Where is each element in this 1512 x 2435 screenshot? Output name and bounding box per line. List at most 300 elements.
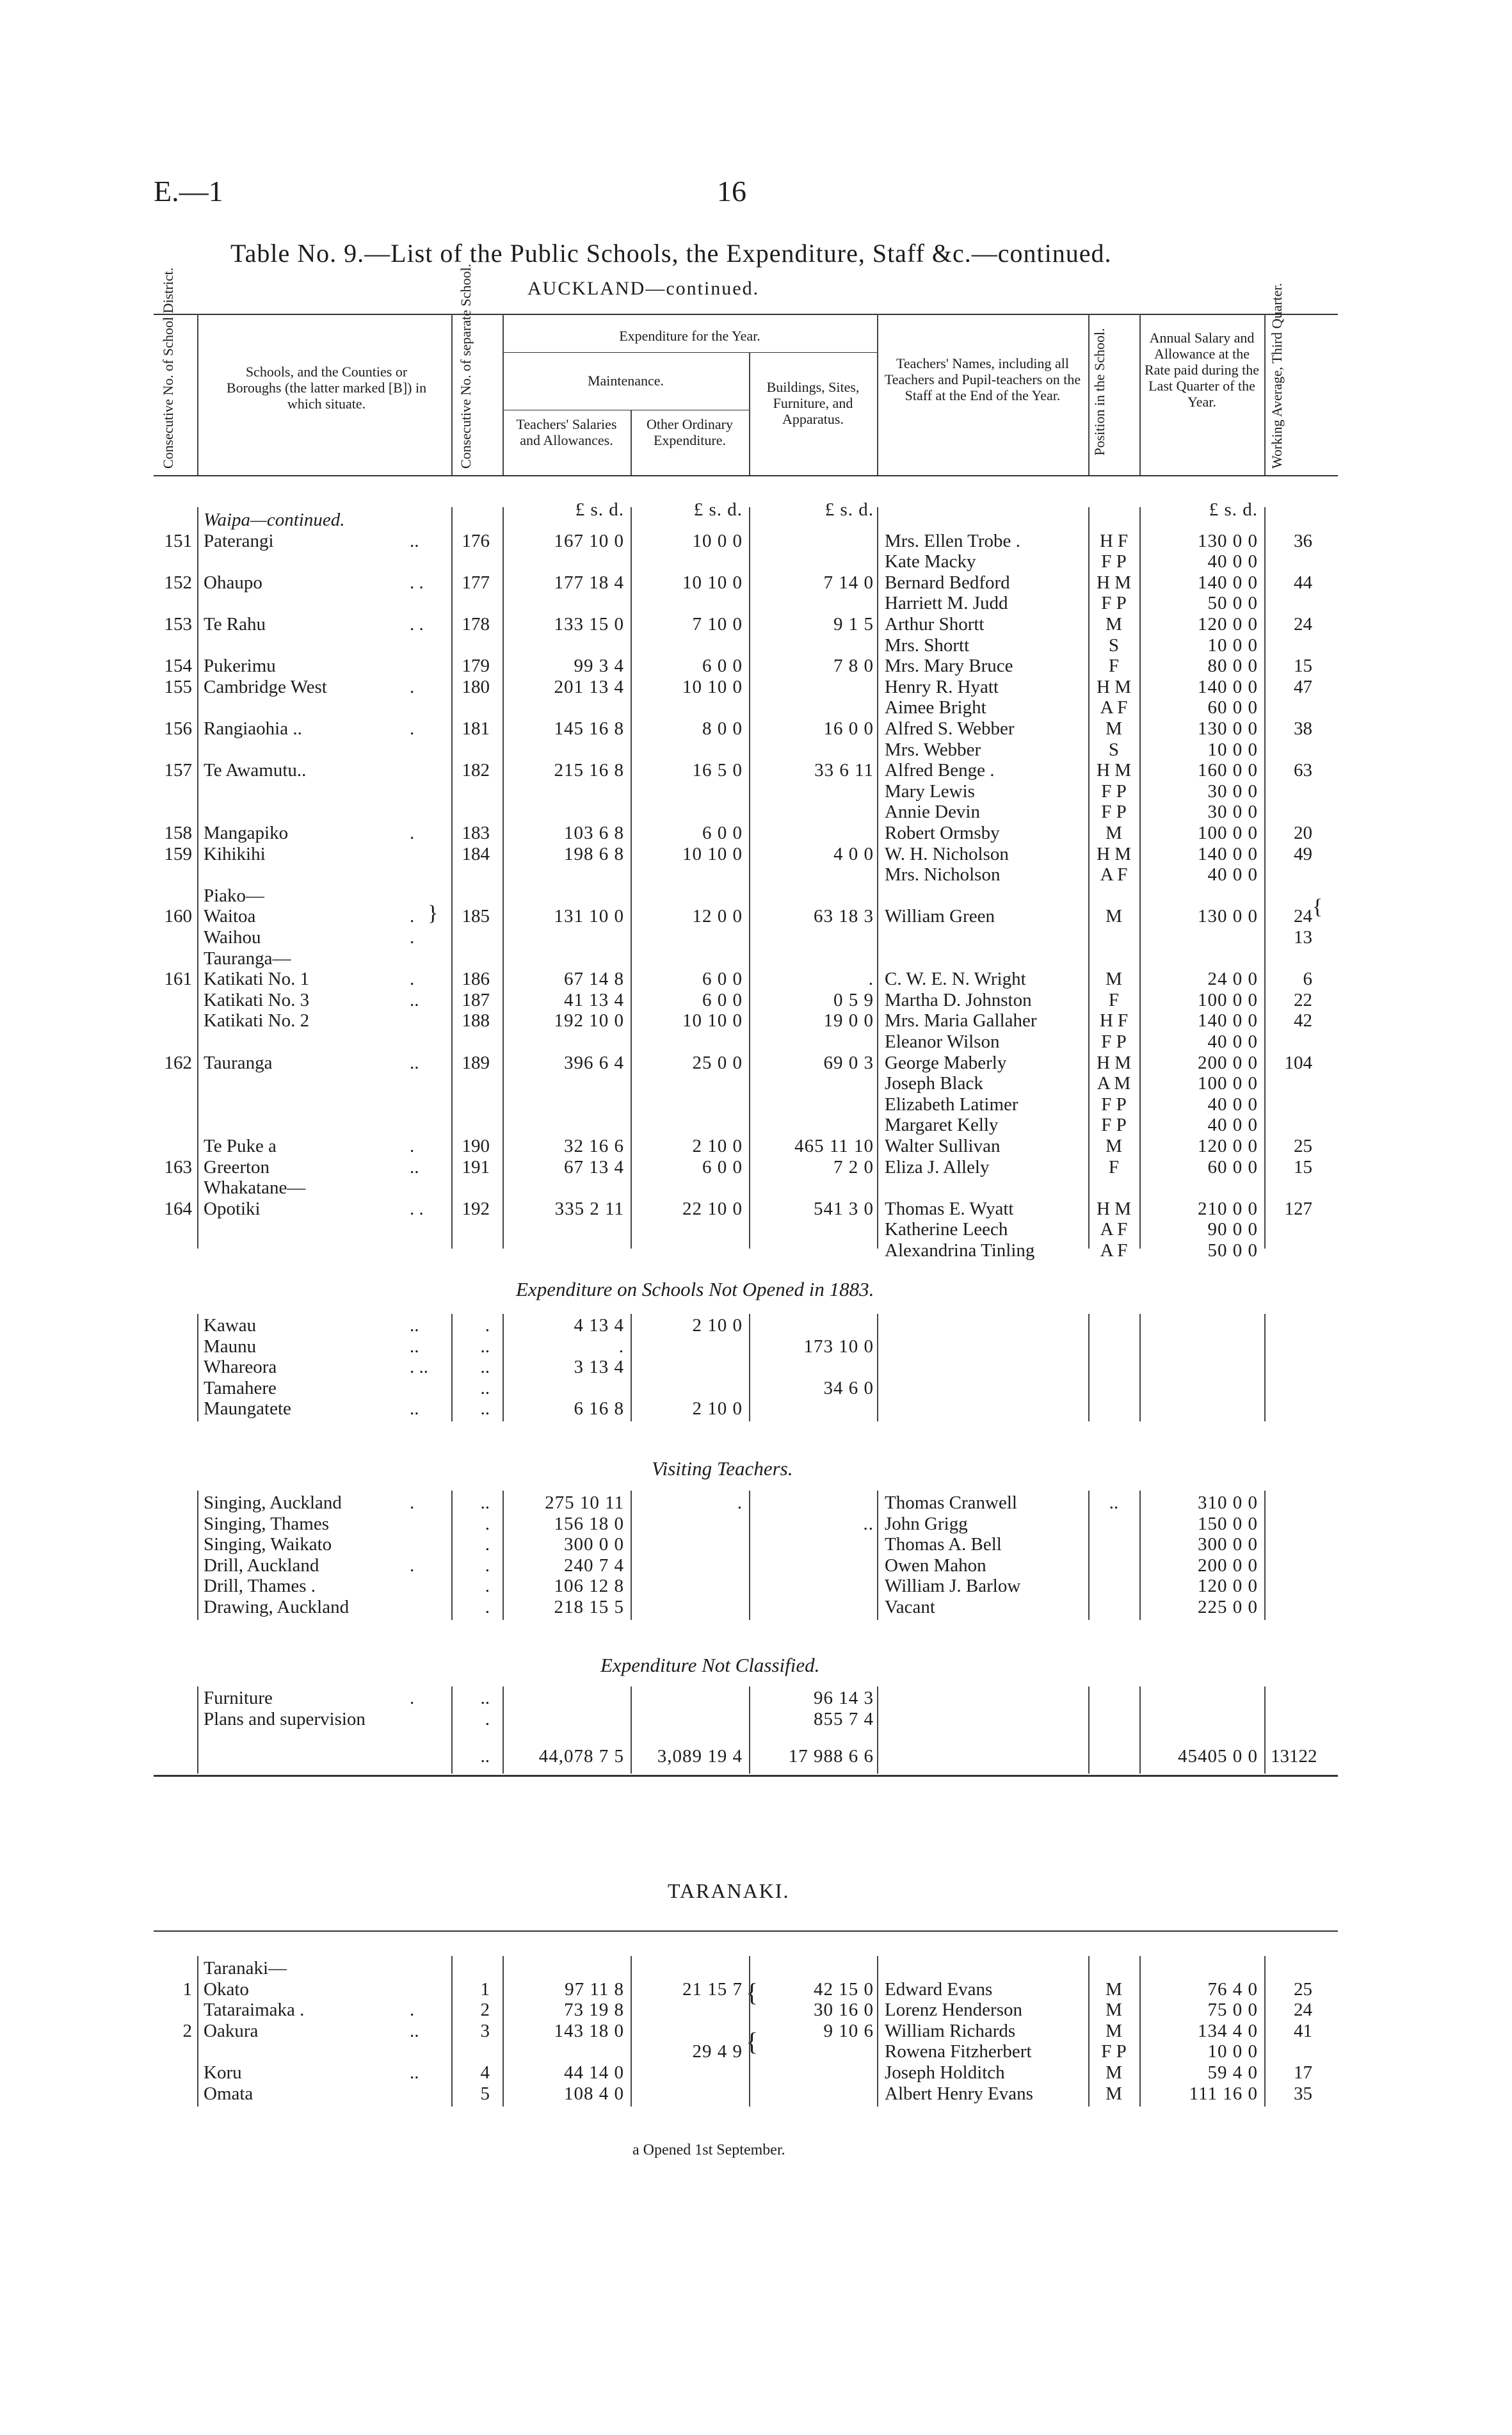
school-name: Koru (204, 2062, 242, 2083)
table-row (0, 1177, 1512, 1198)
totals-annual: 45405 0 0 (1178, 1746, 1258, 1767)
table-row (0, 2083, 1512, 2104)
teacher-name: Eleanor Wilson (885, 1031, 1000, 1052)
table-row (0, 1514, 1512, 1534)
annual-salary: 50 0 0 (1207, 593, 1258, 614)
district-no: 159 (164, 843, 192, 864)
salaries-amount: 67 14 8 (564, 969, 624, 990)
teacher-name: Walter Sullivan (885, 1136, 1001, 1156)
header-separate-no: Consecutive No. of separate School. (458, 263, 474, 469)
buildings-amount: 541 3 0 (814, 1198, 874, 1219)
position-code: F P (1101, 593, 1127, 614)
teacher-name: Martha D. Johnston (885, 989, 1032, 1010)
table-row (0, 1378, 1512, 1398)
buildings-amount: 9 10 6 (823, 2020, 874, 2041)
working-average: 44 (1294, 572, 1312, 593)
column-rule (1139, 1314, 1141, 1421)
position-code: F (1108, 1156, 1120, 1177)
separate-school-no: 188 (462, 1010, 490, 1031)
leader-dots: .. (410, 1052, 419, 1073)
position-code: F (1108, 656, 1120, 677)
table-row (0, 886, 1512, 906)
other-expenditure-amount: 21 15 7 (682, 1978, 743, 2000)
district-no: 160 (164, 906, 192, 927)
separate-school-no: 190 (462, 1136, 490, 1156)
separate-school-no: . (485, 1555, 490, 1576)
salaries-amount: 275 10 11 (545, 1493, 624, 1513)
annual-salary: 30 0 0 (1207, 802, 1258, 823)
table-row (0, 1094, 1512, 1115)
table-row (0, 614, 1512, 635)
working-average: 38 (1294, 718, 1312, 739)
district-no: 164 (164, 1198, 192, 1219)
teacher-name: W. H. Nicholson (885, 843, 1009, 864)
table-row (0, 593, 1512, 613)
other-expenditure-amount: 2 10 0 (692, 1136, 743, 1156)
annual-salary: 140 0 0 (1198, 676, 1258, 697)
district-no: 154 (164, 656, 192, 677)
expenditure-subrule (503, 352, 877, 353)
footnote: a Opened 1st September. (632, 2142, 785, 2158)
salaries-amount: 67 13 4 (564, 1156, 624, 1177)
annual-salary: 10 0 0 (1207, 739, 1258, 760)
table-row (0, 677, 1512, 697)
column-rule (1088, 1314, 1090, 1421)
leader-dots: .. (410, 2020, 419, 2041)
table-row (0, 1688, 1512, 1708)
district-no: 1 (182, 1978, 192, 2000)
annual-salary: 300 0 0 (1198, 1534, 1258, 1555)
salaries-amount: 201 13 4 (554, 676, 624, 697)
header-top-rule (154, 314, 1338, 315)
salaries-amount: 6 16 8 (574, 1398, 624, 1420)
teacher-name: Alexandrina Tinling (885, 1240, 1035, 1261)
separate-school-no: 185 (462, 906, 490, 927)
table-row (0, 740, 1512, 760)
table-row (0, 531, 1512, 551)
district-no: 162 (164, 1052, 192, 1073)
teacher-name: Harriett M. Judd (885, 593, 1008, 614)
teacher-name: Edward Evans (885, 1978, 993, 2000)
other-expenditure-amount: 7 10 0 (692, 614, 743, 635)
header-other-expenditure: Other Ordinary Expenditure. (646, 416, 733, 448)
teacher-name: William Green (885, 906, 995, 927)
other-expenditure-amount: 16 5 0 (692, 760, 743, 781)
teacher-name: Joseph Black (885, 1073, 983, 1094)
school-name: Ohaupo (204, 572, 262, 593)
other-expenditure-amount: 12 0 0 (692, 906, 743, 927)
salaries-amount: 99 3 4 (574, 656, 624, 677)
annual-salary: 40 0 0 (1207, 1031, 1258, 1052)
teacher-name: Alfred Benge . (885, 760, 995, 781)
buildings-amount: 9 1 5 (833, 614, 874, 635)
separate-school-no: .. (480, 1377, 490, 1398)
salaries-amount: 133 15 0 (554, 614, 624, 635)
column-rule (451, 1314, 453, 1421)
separate-school-no: .. (480, 1357, 490, 1378)
leader-dots: . (410, 969, 415, 990)
teacher-name: Mrs. Mary Bruce (885, 656, 1013, 677)
district-no: 157 (164, 760, 192, 781)
header-buildings: Buildings, Sites, Furniture, and Apparatus. (766, 379, 860, 427)
position-code: A F (1100, 1219, 1128, 1240)
section-heading-not-classified: Expenditure Not Classified. (600, 1654, 820, 1676)
position-code: F P (1101, 2041, 1127, 2062)
column-rule (503, 1687, 504, 1774)
column-rule (749, 1491, 750, 1620)
working-average: 49 (1294, 843, 1312, 864)
working-average: 127 (1284, 1198, 1312, 1219)
leader-dots: . (410, 676, 415, 697)
school-name: Tataraimaka . (204, 2000, 305, 2021)
teacher-name: Albert Henry Evans (885, 2083, 1033, 2104)
salaries-amount: 41 13 4 (564, 989, 624, 1010)
working-average: 25 (1294, 1136, 1312, 1156)
district-no: 163 (164, 1156, 192, 1177)
working-average: 13 (1294, 927, 1312, 948)
buildings-amount: 16 0 0 (823, 718, 874, 739)
school-name: Whareora (204, 1357, 277, 1378)
leader-dots: .. (410, 1315, 419, 1336)
school-name: Paterangi (204, 530, 274, 551)
header-schools: Schools, and the Counties or Boroughs (the latter marked [B]) in which situate. (226, 364, 427, 412)
position-code: A F (1100, 697, 1128, 718)
header-divider (1088, 314, 1090, 475)
teacher-name: William J. Barlow (885, 1576, 1021, 1597)
table-row (0, 656, 1512, 676)
header-divider (197, 314, 198, 475)
leader-dots: . (410, 927, 415, 948)
table-row (0, 1597, 1512, 1617)
column-rule (1139, 1491, 1141, 1620)
position-code: H M (1097, 1052, 1131, 1073)
salaries-amount: 198 6 8 (564, 843, 624, 864)
salaries-amount: 106 12 8 (554, 1576, 624, 1597)
document-reference: E.—1 (154, 175, 223, 207)
school-name: Waitoa (204, 906, 256, 927)
other-expenditure-amount: 6 0 0 (702, 989, 743, 1010)
teacher-name: Eliza J. Allely (885, 1156, 990, 1177)
school-name: Tamahere (204, 1377, 277, 1398)
buildings-amount: 4 0 0 (833, 843, 874, 864)
column-rule (1264, 1687, 1266, 1774)
buildings-amount: 30 16 0 (814, 2000, 874, 2021)
school-name: Okato (204, 1978, 249, 2000)
school-name: Maungatete (204, 1398, 291, 1420)
position-code: A F (1100, 1240, 1128, 1261)
annual-salary: 60 0 0 (1207, 697, 1258, 718)
salaries-amount: 32 16 6 (564, 1136, 624, 1156)
leader-dots: . . (410, 614, 424, 635)
teacher-name: Mrs. Nicholson (885, 864, 1001, 886)
table-row (0, 1576, 1512, 1596)
separate-school-no: 177 (462, 572, 490, 593)
table-row (0, 927, 1512, 948)
working-average: 104 (1284, 1052, 1312, 1073)
annual-salary: 40 0 0 (1207, 1115, 1258, 1136)
school-name: Waipa—continued. (204, 510, 345, 530)
table-row (0, 802, 1512, 822)
school-name: Te Awamutu.. (204, 760, 307, 781)
school-name: Katikati No. 1 (204, 969, 310, 990)
position-code: H F (1099, 530, 1129, 551)
position-code: .. (1109, 1493, 1119, 1513)
working-average: 15 (1294, 1156, 1312, 1177)
school-name: Katikati No. 3 (204, 989, 310, 1010)
working-average: 47 (1294, 676, 1312, 697)
table-row (0, 635, 1512, 656)
header-divider (1264, 314, 1266, 475)
section-heading-visiting: Visiting Teachers. (652, 1457, 793, 1480)
table-row (0, 1357, 1512, 1377)
column-rule (1264, 1491, 1266, 1620)
table-row (0, 906, 1512, 926)
separate-school-no: .. (480, 1398, 490, 1420)
teacher-name: Mrs. Maria Gallaher (885, 1010, 1037, 1031)
teacher-name: Lorenz Henderson (885, 2000, 1022, 2021)
column-rule (749, 1687, 750, 1774)
position-code: M (1106, 1978, 1122, 2000)
annual-salary: 120 0 0 (1198, 614, 1258, 635)
school-name: Te Rahu (204, 614, 266, 635)
working-average: 42 (1294, 1010, 1312, 1031)
school-name: Drill, Thames . (204, 1576, 316, 1597)
column-rule (503, 1314, 504, 1421)
separate-school-no: 189 (462, 1052, 490, 1073)
header-salaries: Teachers' Salaries and Allowances. (516, 416, 617, 448)
leader-dots: . (410, 718, 415, 739)
school-name: Plans and supervision (204, 1708, 366, 1729)
buildings-amount: 34 6 0 (823, 1377, 874, 1398)
table-row (0, 1010, 1512, 1031)
annual-salary: 50 0 0 (1207, 1240, 1258, 1261)
salaries-amount: 300 0 0 (564, 1534, 624, 1555)
buildings-amount: 855 7 4 (814, 1708, 874, 1729)
leader-dots: .. (410, 989, 419, 1010)
buildings-amount: 0 5 9 (833, 989, 874, 1010)
other-expenditure-amount: 6 0 0 (702, 969, 743, 990)
totals-salaries: 44,078 7 5 (538, 1746, 624, 1767)
school-name: Furniture (204, 1688, 273, 1708)
brace-right-icon: } (428, 902, 438, 925)
position-code: F P (1101, 781, 1127, 802)
column-rule (197, 1491, 198, 1620)
school-name: Cambridge West (204, 676, 327, 697)
annual-salary: 80 0 0 (1207, 656, 1258, 677)
teacher-name: Joseph Holditch (885, 2062, 1005, 2083)
district-no: 156 (164, 718, 192, 739)
page-number: 16 (717, 175, 746, 207)
annual-salary: 100 0 0 (1198, 1073, 1258, 1094)
salaries-amount: 335 2 11 (554, 1198, 624, 1219)
salaries-amount: 167 10 0 (554, 530, 624, 551)
annual-salary: 40 0 0 (1207, 864, 1258, 886)
teacher-name: Aimee Bright (885, 697, 986, 718)
school-name: Opotiki (204, 1198, 261, 1219)
school-name: Taranaki— (204, 1958, 287, 1978)
column-rule (451, 1687, 453, 1774)
position-code: H M (1097, 676, 1131, 697)
school-name: Pukerimu (204, 656, 276, 677)
currency-unit: £ s. d. (693, 499, 743, 520)
leader-dots: .. (410, 1156, 419, 1177)
column-rule (197, 507, 198, 1249)
annual-salary: 30 0 0 (1207, 781, 1258, 802)
header-attendance: Working Average, Third Quarter. (1269, 282, 1285, 469)
position-code: S (1108, 739, 1120, 760)
other-expenditure-amount: 2 10 0 (692, 1398, 743, 1420)
annual-salary: 160 0 0 (1198, 760, 1258, 781)
table-row (0, 1958, 1512, 1978)
salaries-amount: 156 18 0 (554, 1513, 624, 1534)
school-name: Omata (204, 2083, 253, 2104)
position-code: H M (1097, 760, 1131, 781)
separate-school-no: 187 (462, 989, 490, 1010)
other-expenditure-amount: 8 0 0 (702, 718, 743, 739)
column-rule (1139, 507, 1141, 1249)
separate-school-no: .. (480, 1688, 490, 1708)
working-average: 24 (1294, 2000, 1312, 2021)
working-average: 24 (1294, 906, 1312, 927)
teacher-name: Alfred S. Webber (885, 718, 1015, 739)
other-expenditure-amount: 2 10 0 (692, 1315, 743, 1336)
table-row (0, 510, 1512, 530)
other-expenditure-amount: 10 10 0 (682, 843, 743, 864)
annual-salary: 210 0 0 (1198, 1198, 1258, 1219)
other-expenditure-amount: 10 10 0 (682, 572, 743, 593)
position-code: F (1108, 989, 1120, 1010)
table-row (0, 1336, 1512, 1357)
region-subtitle: AUCKLAND—continued. (527, 278, 760, 299)
position-code: M (1106, 614, 1122, 635)
salaries-amount: 103 6 8 (564, 823, 624, 843)
buildings-amount: 69 0 3 (823, 1052, 874, 1073)
separate-school-no: 1 (480, 1978, 490, 2000)
annual-salary: 140 0 0 (1198, 843, 1258, 864)
working-average: 35 (1294, 2083, 1312, 2104)
position-code: M (1106, 2020, 1122, 2041)
annual-salary: 310 0 0 (1198, 1493, 1258, 1513)
separate-school-no: 184 (462, 843, 490, 864)
table-row (0, 1031, 1512, 1052)
separate-school-no: 3 (480, 2020, 490, 2041)
district-no: 2 (182, 2020, 192, 2041)
column-rule (631, 1491, 632, 1620)
teacher-name: John Grigg (885, 1513, 968, 1534)
column-rule (1139, 1956, 1141, 2107)
section-heading-taranaki: TARANAKI. (668, 1879, 790, 1902)
table-row (0, 551, 1512, 572)
leader-dots: . (410, 823, 415, 843)
annual-salary: 100 0 0 (1198, 989, 1258, 1010)
district-no: 155 (164, 676, 192, 697)
column-rule (1264, 1314, 1266, 1421)
separate-school-no: .. (480, 1336, 490, 1357)
position-code: A F (1100, 864, 1128, 886)
taranaki-top-rule (154, 1930, 1338, 1932)
annual-salary: 200 0 0 (1198, 1555, 1258, 1576)
annual-salary: 76 4 0 (1207, 1978, 1258, 2000)
header-divider (451, 314, 453, 475)
currency-unit: £ s. d. (1209, 499, 1258, 520)
totals-row (0, 1746, 1512, 1767)
column-rule (197, 1314, 198, 1421)
salaries-amount: 396 6 4 (564, 1052, 624, 1073)
table-row (0, 1534, 1512, 1555)
teacher-name: Henry R. Hyatt (885, 676, 999, 697)
annual-salary: 130 0 0 (1198, 530, 1258, 551)
position-code: M (1106, 1136, 1122, 1156)
leader-dots: . (410, 2000, 415, 2021)
annual-salary: 40 0 0 (1207, 551, 1258, 572)
header-bottom-rule (154, 475, 1338, 476)
annual-salary: 130 0 0 (1198, 906, 1258, 927)
teacher-name: C. W. E. N. Wright (885, 969, 1026, 990)
table-row (0, 1219, 1512, 1240)
table-row (0, 969, 1512, 989)
separate-school-no: 182 (462, 760, 490, 781)
header-divider (503, 314, 504, 475)
annual-salary: 130 0 0 (1198, 718, 1258, 739)
totals-buildings: 17 988 6 6 (788, 1746, 874, 1767)
annual-salary: 100 0 0 (1198, 823, 1258, 843)
teacher-name: Thomas A. Bell (885, 1534, 1002, 1555)
column-rule (451, 507, 453, 1249)
buildings-amount: 465 11 10 (794, 1136, 874, 1156)
teacher-name: Katherine Leech (885, 1219, 1008, 1240)
leader-dots: .. (410, 530, 419, 551)
teacher-name: Elizabeth Latimer (885, 1094, 1018, 1115)
leader-dots: .. (410, 1336, 419, 1357)
school-name: Maunu (204, 1336, 257, 1357)
column-rule (877, 1956, 878, 2107)
separate-school-no: . (485, 1708, 490, 1729)
annual-salary: 60 0 0 (1207, 1156, 1258, 1177)
position-code: M (1106, 2083, 1122, 2104)
position-code: M (1106, 2000, 1122, 2021)
leader-dots: . . (410, 572, 424, 593)
annual-salary: 134 4 0 (1198, 2020, 1258, 2041)
salaries-amount: 73 19 8 (564, 2000, 624, 2021)
position-code: H F (1099, 1010, 1129, 1031)
school-name: Tauranga— (204, 948, 291, 969)
separate-school-no: . (485, 1576, 490, 1597)
brace-left-icon: { (746, 1978, 759, 2007)
district-no: 158 (164, 823, 192, 843)
table-row (0, 823, 1512, 843)
position-code: M (1106, 718, 1122, 739)
salaries-amount: 3 13 4 (574, 1357, 624, 1378)
school-name: Singing, Waikato (204, 1534, 332, 1555)
separate-school-no: 176 (462, 530, 490, 551)
position-code: H M (1097, 572, 1131, 593)
table-row (0, 1073, 1512, 1094)
buildings-amount: 96 14 3 (814, 1688, 874, 1708)
other-expenditure-amount: 10 10 0 (682, 1010, 743, 1031)
school-name: Piako— (204, 885, 265, 906)
annual-salary: 10 0 0 (1207, 635, 1258, 656)
column-rule (877, 1314, 878, 1421)
currency-unit: £ s. d. (824, 499, 874, 520)
leader-dots: . .. (410, 1357, 428, 1378)
other-expenditure-amount: 10 0 0 (692, 530, 743, 551)
separate-school-no: 178 (462, 614, 490, 635)
annual-salary: 140 0 0 (1198, 572, 1258, 593)
column-rule (1139, 1687, 1141, 1774)
totals-attendance: 13122 (1271, 1746, 1317, 1767)
salaries-amount: 240 7 4 (564, 1555, 624, 1576)
position-code: F P (1101, 551, 1127, 572)
